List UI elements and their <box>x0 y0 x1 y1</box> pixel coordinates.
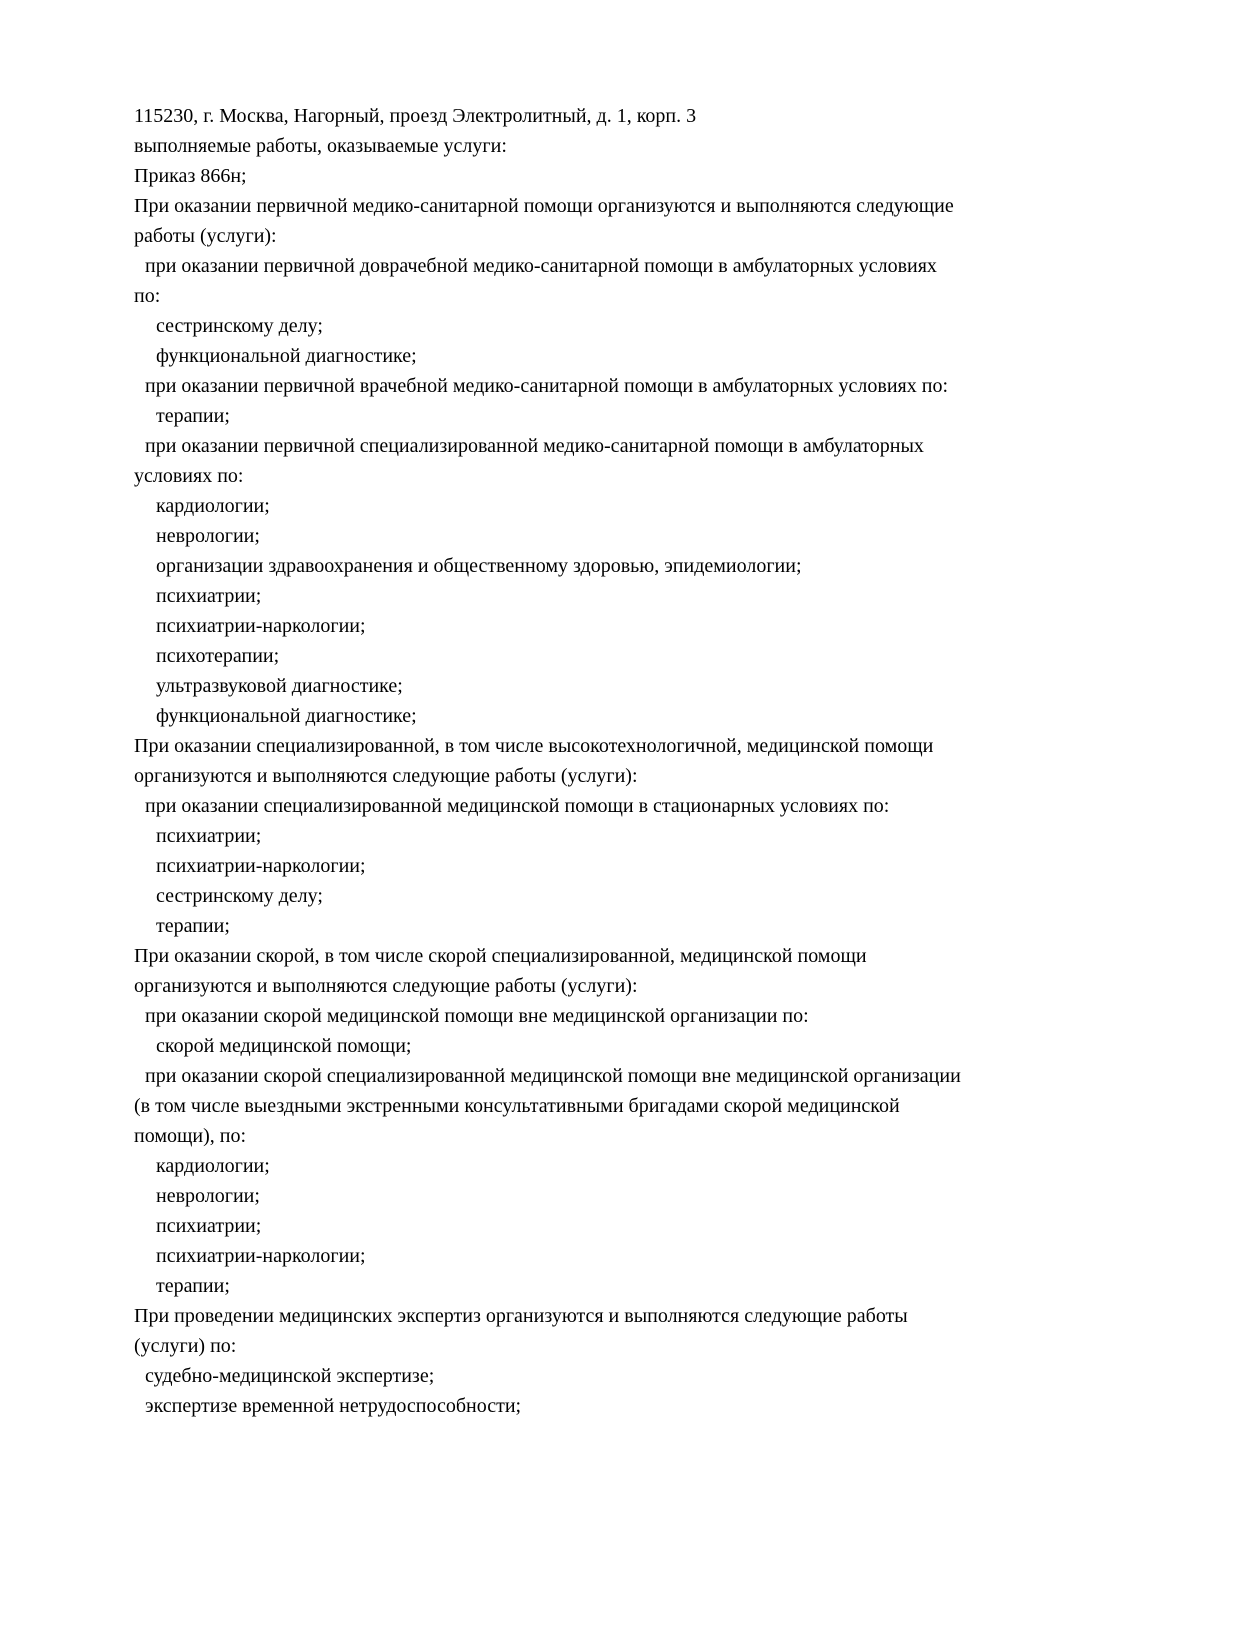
text-line: при оказании первичной доврачебной медико-санитарной помощи в амбулаторных условиях <box>145 255 937 277</box>
text-line: организации здравоохранения и общественному здоровью, эпидемиологии; <box>156 555 802 577</box>
text-line: психиатрии-наркологии; <box>156 855 366 877</box>
text-line: ультразвуковой диагностике; <box>156 675 403 697</box>
text-line: функциональной диагностике; <box>156 345 417 367</box>
text-line: 115230, г. Москва, Нагорный, проезд Электролитный, д. 1, корп. 3 <box>134 105 697 127</box>
text-line: Приказ 866н; <box>134 165 247 187</box>
text-line: психиатрии; <box>156 825 262 847</box>
text-line: скорой медицинской помощи; <box>156 1035 412 1057</box>
text-line: психиатрии-наркологии; <box>156 615 366 637</box>
text-line: сестринскому делу; <box>156 315 323 337</box>
text-line: условиях по: <box>134 465 244 487</box>
text-line: по: <box>134 285 161 307</box>
text-line: выполняемые работы, оказываемые услуги: <box>134 135 507 157</box>
document-text-block <box>134 101 1174 1421</box>
text-line: при оказании скорой специализированной медицинской помощи вне медицинской организации <box>145 1065 961 1087</box>
text-line: судебно-медицинской экспертизе; <box>145 1365 435 1387</box>
document-lines <box>134 101 1174 1421</box>
text-line: функциональной диагностике; <box>156 705 417 727</box>
text-line: При оказании скорой, в том числе скорой специализированной, медицинской помощи <box>134 945 867 967</box>
text-line: При оказании специализированной, в том числе высокотехнологичной, медицинской помощи <box>134 735 934 757</box>
text-line: терапии; <box>156 1275 230 1297</box>
text-line: терапии; <box>156 405 230 427</box>
text-line: при оказании первичной специализированной медико-санитарной помощи в амбулаторных <box>145 435 924 457</box>
text-line: при оказании специализированной медицинской помощи в стационарных условиях по: <box>145 795 890 817</box>
text-line: сестринскому делу; <box>156 885 323 907</box>
text-line: кардиологии; <box>156 1155 270 1177</box>
text-line: кардиологии; <box>156 495 270 517</box>
text-line: психиатрии; <box>156 1215 262 1237</box>
text-line: психиатрии; <box>156 585 262 607</box>
text-line: неврологии; <box>156 525 260 547</box>
text-line: экспертизе временной нетрудоспособности; <box>145 1395 522 1417</box>
text-line: организуются и выполняются следующие работы (услуги): <box>134 975 638 997</box>
text-line: При проведении медицинских экспертиз организуются и выполняются следующие работы <box>134 1305 908 1327</box>
text-line: при оказании первичной врачебной медико-санитарной помощи в амбулаторных условиях по: <box>145 375 949 397</box>
text-line: при оказании скорой медицинской помощи вне медицинской организации по: <box>145 1005 809 1027</box>
text-line: психиатрии-наркологии; <box>156 1245 366 1267</box>
text-line: организуются и выполняются следующие работы (услуги): <box>134 765 638 787</box>
text-line: (услуги) по: <box>134 1335 237 1357</box>
text-line: неврологии; <box>156 1185 260 1207</box>
text-line: При оказании первичной медико-санитарной помощи организуются и выполняются следующие <box>134 195 954 217</box>
text-line: терапии; <box>156 915 230 937</box>
text-line: помощи), по: <box>134 1125 247 1147</box>
text-line: (в том числе выездными экстренными консультативными бригадами скорой медицинской <box>134 1095 900 1117</box>
text-line: работы (услуги): <box>134 225 277 247</box>
text-line: психотерапии; <box>156 645 280 667</box>
